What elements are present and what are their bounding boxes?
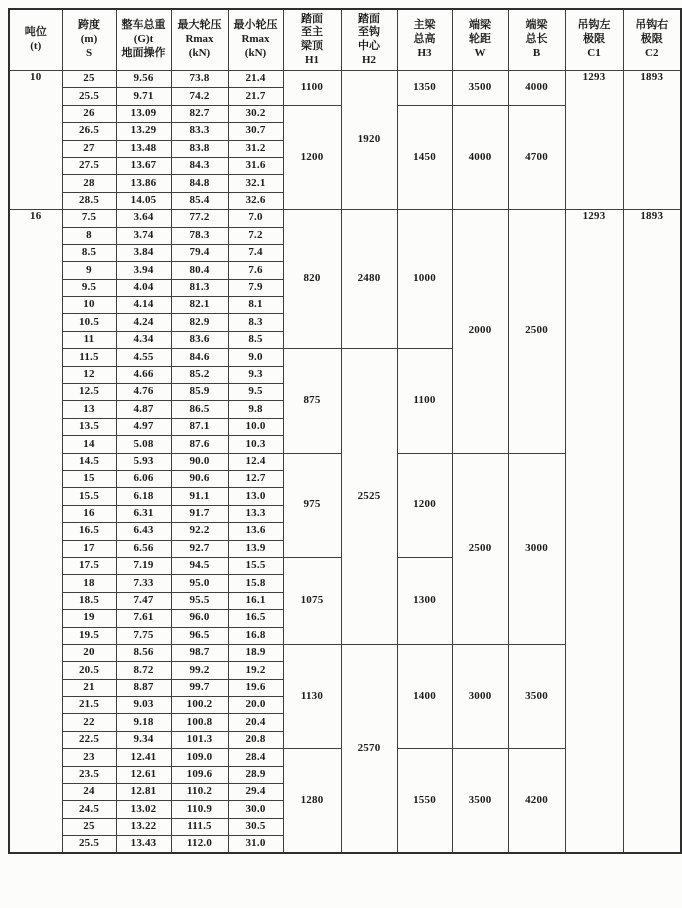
cell-total-weight: 9.56: [116, 71, 171, 88]
cell-rmin: 19.2: [228, 662, 283, 679]
cell-span: 25.5: [62, 88, 116, 105]
header-line: 整车总重: [121, 19, 166, 32]
cell-span: 25.5: [62, 836, 116, 853]
cell-span: 20: [62, 644, 116, 661]
cell-span: 25: [62, 71, 116, 88]
header-line: 总长: [525, 33, 548, 46]
cell-rmax: 87.6: [171, 436, 228, 453]
table-header: [9, 9, 681, 71]
cell-w: 2500: [452, 453, 508, 644]
cell-total-weight: 12.41: [116, 749, 171, 766]
cell-span: 16.5: [62, 523, 116, 540]
cell-rmax: 82.1: [171, 297, 228, 314]
cell-rmin: 7.6: [228, 262, 283, 279]
cell-rmax: 100.8: [171, 714, 228, 731]
cell-total-weight: 4.14: [116, 297, 171, 314]
cell-total-weight: 9.18: [116, 714, 171, 731]
cell-h3: 1300: [397, 557, 452, 644]
header-line: Rmax: [241, 33, 270, 46]
cell-h3: 1100: [397, 349, 452, 453]
cell-rmin: 9.8: [228, 401, 283, 418]
header-line: (G)t: [133, 33, 154, 46]
cell-span: 18.5: [62, 592, 116, 609]
header-line: C1: [587, 46, 601, 59]
cell-rmax: 82.9: [171, 314, 228, 331]
header-line: 主梁: [413, 19, 436, 32]
cell-w: 3000: [452, 644, 508, 748]
header-line: 端梁: [525, 19, 548, 32]
header-line: 中心: [358, 40, 380, 52]
cell-rmax: 73.8: [171, 71, 228, 88]
header-h2: [341, 9, 397, 71]
header-line: 极限: [583, 33, 605, 46]
cell-w: 3500: [452, 749, 508, 853]
cell-span: 28.5: [62, 192, 116, 209]
cell-total-weight: 4.55: [116, 349, 171, 366]
cell-b: 4700: [508, 105, 565, 209]
cell-total-weight: 5.08: [116, 436, 171, 453]
cell-total-weight: 13.67: [116, 157, 171, 174]
cell-total-weight: 4.24: [116, 314, 171, 331]
header-rmin: [228, 9, 283, 71]
cell-h2: 2525: [341, 349, 397, 645]
cell-total-weight: 4.97: [116, 418, 171, 435]
cell-rmin: 7.9: [228, 279, 283, 296]
cell-total-weight: 3.64: [116, 210, 171, 227]
cell-total-weight: 3.94: [116, 262, 171, 279]
cell-total-weight: 7.33: [116, 575, 171, 592]
cell-c1: 1293: [565, 71, 623, 210]
cell-w: 2000: [452, 210, 508, 453]
cell-span: 27.5: [62, 157, 116, 174]
cell-h1: 1200: [283, 105, 341, 209]
cell-span: 18: [62, 575, 116, 592]
cell-total-weight: 8.56: [116, 644, 171, 661]
cell-rmax: 99.7: [171, 679, 228, 696]
header-line: (t): [30, 40, 42, 52]
cell-total-weight: 4.66: [116, 366, 171, 383]
cell-rmax: 90.0: [171, 453, 228, 470]
cell-b: 3000: [508, 453, 565, 644]
header-line: (kN): [188, 46, 211, 59]
cell-h3: 1350: [397, 71, 452, 106]
cell-span: 23.5: [62, 766, 116, 783]
header-b: [508, 9, 565, 71]
cell-rmax: 112.0: [171, 836, 228, 853]
cell-rmin: 28.4: [228, 749, 283, 766]
cell-h2: 2570: [341, 644, 397, 853]
cell-rmin: 32.1: [228, 175, 283, 192]
cell-span: 21: [62, 679, 116, 696]
cell-span: 19.5: [62, 627, 116, 644]
cell-span: 24.5: [62, 801, 116, 818]
cell-rmin: 18.9: [228, 644, 283, 661]
cell-rmax: 79.4: [171, 244, 228, 261]
cell-total-weight: 6.31: [116, 505, 171, 522]
header-w: [452, 9, 508, 71]
header-line: S: [85, 46, 93, 59]
cell-rmax: 83.3: [171, 123, 228, 140]
cell-h3: 1450: [397, 105, 452, 209]
cell-rmin: 30.0: [228, 801, 283, 818]
header-line: 踏面: [301, 12, 323, 25]
cell-span: 14.5: [62, 453, 116, 470]
cell-span: 17: [62, 540, 116, 557]
cell-rmax: 84.6: [171, 349, 228, 366]
cell-rmax: 92.7: [171, 540, 228, 557]
cell-span: 28: [62, 175, 116, 192]
header-line: H2: [361, 53, 377, 66]
cell-span: 13.5: [62, 418, 116, 435]
cell-rmin: 16.5: [228, 610, 283, 627]
header-line: H1: [304, 53, 320, 66]
cell-rmax: 78.3: [171, 227, 228, 244]
cell-rmin: 13.6: [228, 523, 283, 540]
cell-span: 9: [62, 262, 116, 279]
cell-rmax: 96.0: [171, 610, 228, 627]
crane-spec-table: [8, 8, 682, 854]
cell-rmax: 109.6: [171, 766, 228, 783]
cell-h3: 1200: [397, 453, 452, 557]
cell-total-weight: 9.71: [116, 88, 171, 105]
cell-total-weight: 7.47: [116, 592, 171, 609]
cell-span: 11.5: [62, 349, 116, 366]
cell-rmax: 80.4: [171, 262, 228, 279]
table-body: [9, 71, 681, 854]
cell-rmin: 15.5: [228, 557, 283, 574]
cell-rmax: 84.3: [171, 157, 228, 174]
cell-span: 22.5: [62, 731, 116, 748]
cell-h1: 875: [283, 349, 341, 453]
cell-span: 19: [62, 610, 116, 627]
cell-rmax: 95.5: [171, 592, 228, 609]
header-h3: [397, 9, 452, 71]
table-row: [9, 210, 681, 227]
cell-total-weight: 4.04: [116, 279, 171, 296]
cell-span: 8: [62, 227, 116, 244]
cell-span: 14: [62, 436, 116, 453]
cell-rmax: 92.2: [171, 523, 228, 540]
cell-h1: 1280: [283, 749, 341, 853]
cell-total-weight: 7.19: [116, 557, 171, 574]
cell-rmax: 100.2: [171, 697, 228, 714]
cell-rmin: 8.1: [228, 297, 283, 314]
cell-rmax: 77.2: [171, 210, 228, 227]
cell-h3: 1000: [397, 210, 452, 349]
cell-h1: 975: [283, 453, 341, 557]
header-line: 吊钩右: [635, 19, 669, 32]
cell-h1: 1075: [283, 557, 341, 644]
cell-total-weight: 13.43: [116, 836, 171, 853]
cell-rmax: 85.2: [171, 366, 228, 383]
cell-rmax: 110.9: [171, 801, 228, 818]
cell-rmax: 98.7: [171, 644, 228, 661]
cell-rmax: 90.6: [171, 470, 228, 487]
cell-h3: 1400: [397, 644, 452, 748]
cell-total-weight: 9.34: [116, 731, 171, 748]
cell-span: 20.5: [62, 662, 116, 679]
cell-total-weight: 12.61: [116, 766, 171, 783]
cell-rmin: 12.4: [228, 453, 283, 470]
cell-rmin: 10.0: [228, 418, 283, 435]
cell-rmin: 9.3: [228, 366, 283, 383]
cell-rmin: 10.3: [228, 436, 283, 453]
header-line: 总高: [413, 33, 436, 46]
cell-tonnage: 16: [9, 210, 62, 853]
cell-tonnage: 10: [9, 71, 62, 210]
cell-rmin: 13.0: [228, 488, 283, 505]
cell-rmax: 83.8: [171, 140, 228, 157]
cell-rmin: 31.6: [228, 157, 283, 174]
header-line: 端梁: [469, 19, 491, 32]
header-tonnage: [9, 9, 62, 71]
header-line: 至主: [301, 26, 323, 39]
cell-total-weight: 3.74: [116, 227, 171, 244]
cell-total-weight: 7.75: [116, 627, 171, 644]
cell-rmax: 82.7: [171, 105, 228, 122]
cell-rmin: 16.1: [228, 592, 283, 609]
cell-c2: 1893: [623, 71, 681, 210]
cell-rmax: 85.9: [171, 384, 228, 401]
cell-rmin: 31.0: [228, 836, 283, 853]
cell-span: 15: [62, 470, 116, 487]
cell-h3: 1550: [397, 749, 452, 853]
header-h1: [283, 9, 341, 71]
cell-rmax: 101.3: [171, 731, 228, 748]
cell-span: 24: [62, 784, 116, 801]
header-c2: [623, 9, 681, 71]
cell-rmin: 30.2: [228, 105, 283, 122]
cell-total-weight: 6.56: [116, 540, 171, 557]
cell-total-weight: 12.81: [116, 784, 171, 801]
cell-rmin: 7.2: [228, 227, 283, 244]
cell-rmin: 28.9: [228, 766, 283, 783]
header-line: (kN): [244, 46, 267, 59]
header-line: 极限: [640, 33, 663, 46]
header-line: 梁顶: [301, 40, 323, 52]
cell-rmin: 13.3: [228, 505, 283, 522]
cell-rmin: 13.9: [228, 540, 283, 557]
header-line: (m): [80, 33, 98, 46]
cell-span: 12.5: [62, 384, 116, 401]
header-rmax: [171, 9, 228, 71]
cell-rmin: 21.4: [228, 71, 283, 88]
cell-c1: 1293: [565, 210, 623, 853]
cell-total-weight: 13.29: [116, 123, 171, 140]
header-weight: [116, 9, 171, 71]
cell-rmin: 8.5: [228, 331, 283, 348]
cell-rmin: 21.7: [228, 88, 283, 105]
cell-span: 12: [62, 366, 116, 383]
cell-rmax: 109.0: [171, 749, 228, 766]
cell-rmin: 19.6: [228, 679, 283, 696]
cell-rmax: 111.5: [171, 818, 228, 835]
cell-total-weight: 3.84: [116, 244, 171, 261]
cell-rmin: 20.8: [228, 731, 283, 748]
cell-h1: 1100: [283, 71, 341, 106]
header-line: W: [474, 46, 486, 59]
cell-b: 3500: [508, 644, 565, 748]
cell-rmax: 94.5: [171, 557, 228, 574]
cell-span: 22: [62, 714, 116, 731]
header-row: [9, 9, 681, 71]
header-line: 跨度: [78, 19, 100, 32]
cell-span: 10: [62, 297, 116, 314]
cell-rmax: 84.8: [171, 175, 228, 192]
cell-span: 15.5: [62, 488, 116, 505]
header-line: 最大轮压: [177, 19, 222, 32]
cell-h1: 1130: [283, 644, 341, 748]
cell-w: 4000: [452, 105, 508, 209]
cell-total-weight: 13.48: [116, 140, 171, 157]
cell-span: 9.5: [62, 279, 116, 296]
cell-rmax: 87.1: [171, 418, 228, 435]
table-row: [9, 71, 681, 88]
cell-rmin: 9.5: [228, 384, 283, 401]
cell-total-weight: 6.18: [116, 488, 171, 505]
cell-span: 13: [62, 401, 116, 418]
cell-rmin: 7.4: [228, 244, 283, 261]
header-line: Rmax: [185, 33, 214, 46]
cell-rmax: 81.3: [171, 279, 228, 296]
cell-total-weight: 4.34: [116, 331, 171, 348]
cell-c2: 1893: [623, 210, 681, 853]
cell-rmin: 9.0: [228, 349, 283, 366]
cell-rmax: 74.2: [171, 88, 228, 105]
cell-h2: 2480: [341, 210, 397, 349]
cell-rmin: 31.2: [228, 140, 283, 157]
cell-rmin: 16.8: [228, 627, 283, 644]
cell-span: 8.5: [62, 244, 116, 261]
cell-total-weight: 13.09: [116, 105, 171, 122]
cell-rmax: 95.0: [171, 575, 228, 592]
cell-rmin: 12.7: [228, 470, 283, 487]
cell-rmax: 99.2: [171, 662, 228, 679]
cell-rmax: 91.1: [171, 488, 228, 505]
cell-total-weight: 8.87: [116, 679, 171, 696]
cell-total-weight: 6.06: [116, 470, 171, 487]
cell-total-weight: 6.43: [116, 523, 171, 540]
header-line: 至钩: [358, 26, 380, 39]
cell-rmin: 32.6: [228, 192, 283, 209]
cell-rmax: 91.7: [171, 505, 228, 522]
cell-total-weight: 7.61: [116, 610, 171, 627]
cell-rmin: 30.5: [228, 818, 283, 835]
header-line: B: [532, 46, 541, 59]
cell-span: 26: [62, 105, 116, 122]
cell-rmax: 86.5: [171, 401, 228, 418]
cell-total-weight: 4.76: [116, 384, 171, 401]
cell-total-weight: 13.22: [116, 818, 171, 835]
header-span: [62, 9, 116, 71]
cell-rmax: 110.2: [171, 784, 228, 801]
header-line: 踏面: [358, 12, 380, 25]
cell-h1: 820: [283, 210, 341, 349]
cell-b: 4200: [508, 749, 565, 853]
cell-span: 23: [62, 749, 116, 766]
cell-rmax: 96.5: [171, 627, 228, 644]
cell-total-weight: 5.93: [116, 453, 171, 470]
header-line: 轮距: [469, 33, 491, 46]
cell-rmax: 85.4: [171, 192, 228, 209]
cell-span: 16: [62, 505, 116, 522]
cell-rmax: 83.6: [171, 331, 228, 348]
cell-total-weight: 13.86: [116, 175, 171, 192]
cell-b: 2500: [508, 210, 565, 453]
header-line: 吨位: [24, 26, 47, 39]
cell-span: 17.5: [62, 557, 116, 574]
cell-span: 7.5: [62, 210, 116, 227]
header-line: C2: [645, 46, 659, 59]
cell-rmin: 8.3: [228, 314, 283, 331]
cell-span: 21.5: [62, 697, 116, 714]
cell-rmin: 29.4: [228, 784, 283, 801]
cell-rmin: 15.8: [228, 575, 283, 592]
cell-span: 10.5: [62, 314, 116, 331]
cell-h2: 1920: [341, 71, 397, 210]
cell-rmin: 20.4: [228, 714, 283, 731]
cell-rmin: 7.0: [228, 210, 283, 227]
cell-total-weight: 8.72: [116, 662, 171, 679]
header-line: H3: [417, 46, 432, 59]
cell-span: 11: [62, 331, 116, 348]
cell-total-weight: 13.02: [116, 801, 171, 818]
header-line: 最小轮压: [233, 19, 278, 32]
header-line: 吊钩左: [577, 19, 611, 32]
header-line: 地面操作: [121, 46, 166, 59]
header-c1: [565, 9, 623, 71]
cell-b: 4000: [508, 71, 565, 106]
cell-span: 25: [62, 818, 116, 835]
cell-w: 3500: [452, 71, 508, 106]
cell-total-weight: 4.87: [116, 401, 171, 418]
cell-rmin: 30.7: [228, 123, 283, 140]
cell-total-weight: 9.03: [116, 697, 171, 714]
cell-rmin: 20.0: [228, 697, 283, 714]
cell-span: 27: [62, 140, 116, 157]
cell-total-weight: 14.05: [116, 192, 171, 209]
cell-span: 26.5: [62, 123, 116, 140]
